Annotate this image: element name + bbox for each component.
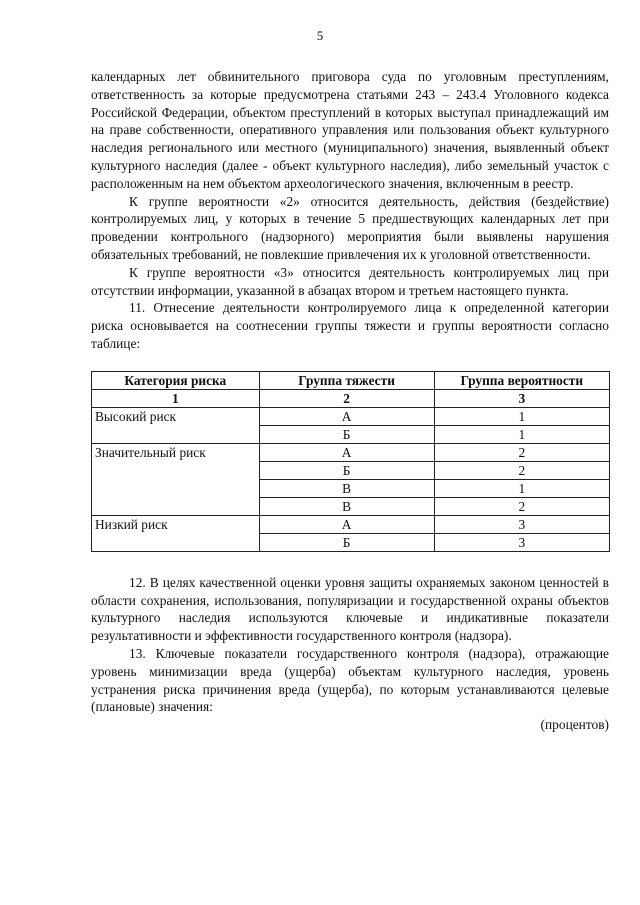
probability-cell: 2	[434, 443, 609, 461]
paragraph: 11. Отнесение деятельности контролируемого лица к определенной категории риска основывается на соотнесении группы тяжести и группы вероятности согласно таблице:	[91, 300, 609, 351]
paragraph: 12. В целях качественной оценки уровня защиты охраняемых законом ценностей в области сохранения, использования, популяризации и государственной охраны объектов культурного наследия используются ключевые и индикативные показатели результативности и эффективности государственного контроля (надзора).	[91, 574, 609, 644]
document-body	[91, 68, 609, 734]
table-number-cell: 3	[434, 389, 609, 407]
severity-cell: А	[259, 515, 434, 533]
table-row	[92, 407, 610, 425]
severity-cell: В	[259, 479, 434, 497]
table-header-cell: Группа вероятности	[434, 371, 609, 389]
table-header-row	[92, 371, 610, 389]
severity-cell: В	[259, 497, 434, 515]
probability-cell: 1	[434, 407, 609, 425]
probability-cell: 2	[434, 461, 609, 479]
risk-category-table	[91, 371, 610, 552]
table-header-cell: Категория риска	[92, 371, 260, 389]
paragraph: календарных лет обвинительного приговора суда по уголовным преступлениям, ответственность за которые предусмотрена статьями 243 – 243.4 Уголовного кодекса Российской Федерации, объектом преступлений в которых выступал принадлежащий им на праве собственности, оперативного управления или пользования объект культурного наследия регионального или местного (муниципального) значения, выявленный объект культурного наследия (далее - объект культурного наследия), либо земельный участок с расположенным на нем объектом археологического значения, включенным в реестр.	[91, 69, 609, 191]
table-number-cell: 1	[92, 389, 260, 407]
probability-cell: 3	[434, 533, 609, 551]
risk-category-cell: Низкий риск	[92, 515, 260, 551]
probability-cell: 2	[434, 497, 609, 515]
page-number: 5	[316, 28, 324, 43]
severity-cell: А	[259, 443, 434, 461]
severity-cell: Б	[259, 533, 434, 551]
table-row	[92, 443, 610, 461]
severity-cell: А	[259, 407, 434, 425]
severity-cell: Б	[259, 461, 434, 479]
table-number-row	[92, 389, 610, 407]
paragraph: К группе вероятности «3» относится деятельность контролируемых лиц при отсутствии информации, указанной в абзацах втором и третьем настоящего пункта.	[91, 264, 609, 298]
paragraph: 13. Ключевые показатели государственного контроля (надзора), отражающие уровень минимизации вреда (ущерба) объектам культурного наследия, уровень устранения риска причинения вреда (ущерба), по которым устанавливаются целевые (плановые) значения:	[91, 645, 609, 715]
units-label: (процентов)	[540, 717, 609, 733]
table-header-cell: Группа тяжести	[259, 371, 434, 389]
paragraph: К группе вероятности «2» относится деятельность, действия (бездействие) контролируемых лиц, у которых в течение 5 предшествующих календарных лет при проведении контрольного (надзорного) мероприятия были выявлены нарушения обязательных требований, не повлекшие привлечения их к уголовной ответственности.	[91, 193, 609, 262]
probability-cell: 1	[434, 425, 609, 443]
probability-cell: 1	[434, 479, 609, 497]
risk-category-cell: Высокий риск	[92, 407, 260, 443]
probability-cell: 3	[434, 515, 609, 533]
table-row	[92, 515, 610, 533]
risk-category-cell: Значительный риск	[92, 443, 260, 515]
table-number-cell: 2	[259, 389, 434, 407]
severity-cell: Б	[259, 425, 434, 443]
